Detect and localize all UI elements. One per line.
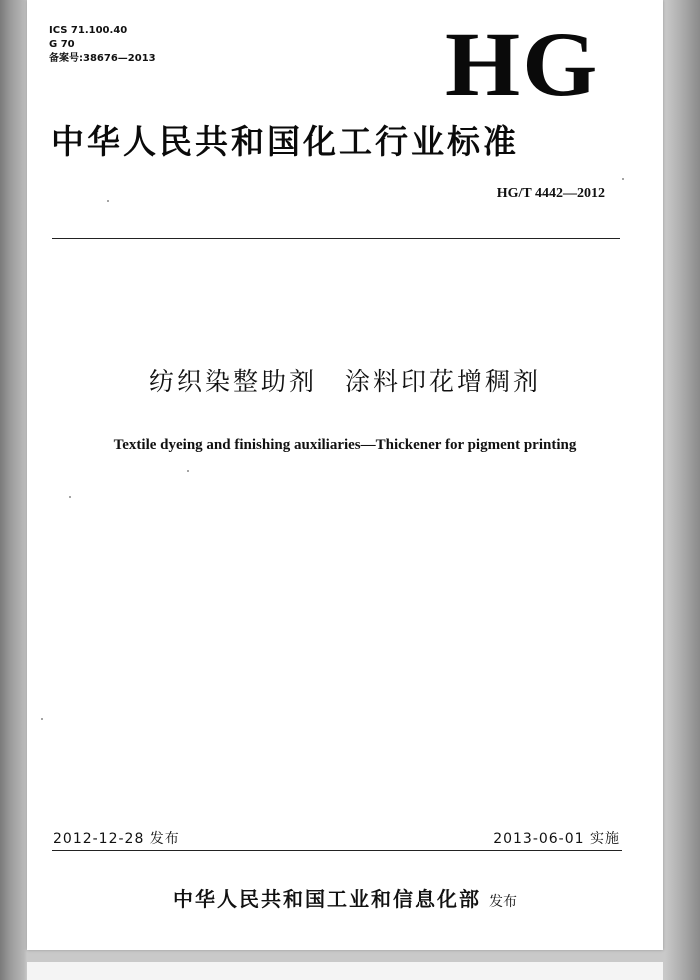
classification-block xyxy=(49,24,156,66)
issuer-line xyxy=(27,883,663,912)
english-title: Textile dyeing and finishing auxiliaries—Thickener for pigment printing xyxy=(113,437,577,453)
issue-date: 2012-12-28 发布 xyxy=(53,831,180,847)
scan-speck xyxy=(69,496,71,498)
document-page xyxy=(27,0,663,950)
chinese-title: 纺织染整助剂 涂料印花增稠剂 xyxy=(148,367,541,396)
org-title: 中华人民共和国化工行业标准 xyxy=(51,122,519,161)
scan-speck xyxy=(622,178,624,180)
issuer-suffix: 发布 xyxy=(489,894,517,910)
scan-speck xyxy=(107,200,109,202)
bottom-divider xyxy=(52,850,622,851)
hg-logo: HG xyxy=(445,13,600,115)
top-divider xyxy=(52,238,620,239)
ics-code: ICS 71.100.40 xyxy=(49,25,128,36)
scan-speck xyxy=(41,718,43,720)
classification-code: G 70 xyxy=(49,39,75,50)
record-number: 备案号:38676—2013 xyxy=(49,53,156,64)
next-page-edge xyxy=(27,962,663,980)
scan-speck xyxy=(187,470,189,472)
standard-code: HG/T 4442—2012 xyxy=(496,186,605,201)
implementation-date: 2013-06-01 实施 xyxy=(493,831,620,847)
issuer-name: 中华人民共和国工业和信息化部 xyxy=(173,887,481,911)
